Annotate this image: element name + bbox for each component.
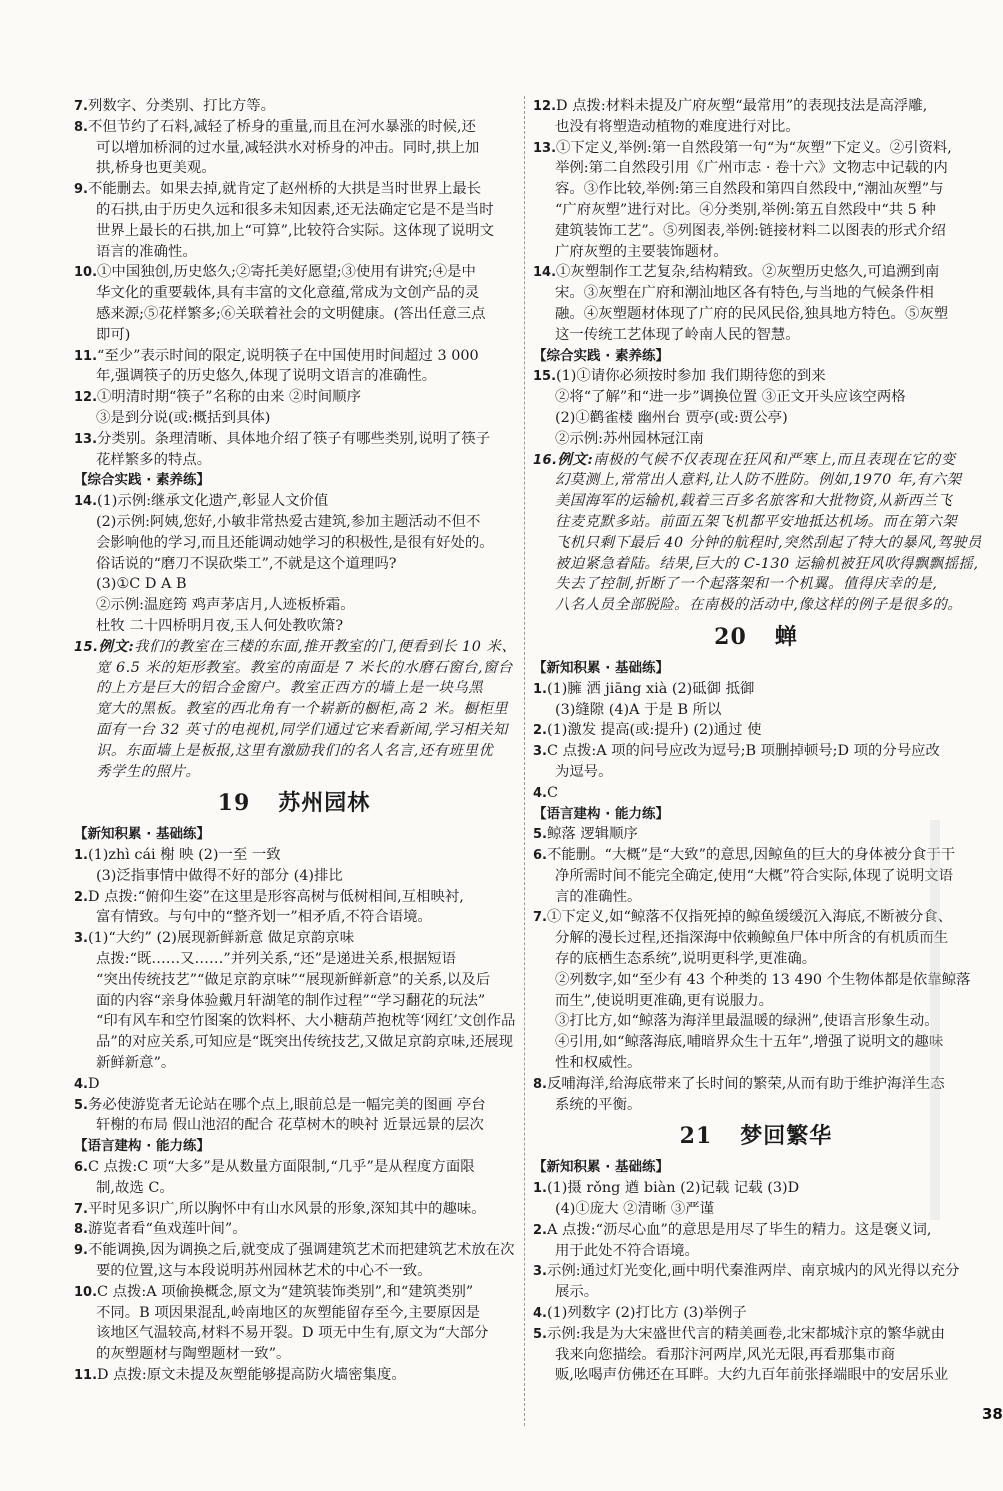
item-number: 6. <box>533 848 547 864</box>
answer-text: 即可) <box>96 326 131 343</box>
answer-text: (1)zhì cái 榭 映 (2)一至 一致 <box>87 847 281 864</box>
answer-text: D 点拨:材料未提及广府灰塑“最常用”的表现技法是高浮雕, <box>556 98 928 114</box>
answer-continuation <box>74 1323 514 1344</box>
answer-text: 列数字、分类别、打比方等。 <box>87 98 276 114</box>
answer-text: “至少”表示时间的限定,说明筷子在中国使用时间超过 3 000 <box>97 347 479 364</box>
answer-continuation <box>533 117 979 138</box>
answer-item <box>533 138 979 159</box>
answer-text: (3)①C D A B <box>96 576 187 593</box>
answer-text: 俗话说的“磨刀不误砍柴工”,不就是这个道理吗? <box>96 555 397 572</box>
item-number: 4. <box>533 785 547 801</box>
answer-text: (1)臃 洒 jiāng xià (2)砥御 抵御 <box>546 680 755 697</box>
answer-continuation <box>74 533 514 554</box>
left-column <box>74 96 517 1386</box>
chapter-name: 梦回繁华 <box>740 1123 833 1150</box>
answer-text: 性和权威性。 <box>555 1055 642 1072</box>
answer-text: ②列数字,如“至少有 43 个种类的 13 490 个生物体都是依靠鲸落 <box>555 971 971 988</box>
answer-continuation <box>533 1095 979 1116</box>
answer-text: 不能删去。如果去掉,就肯定了赵州桥的大拱是当时世界上最长 <box>87 181 482 198</box>
answer-item <box>533 907 979 928</box>
answer-item <box>74 1240 514 1261</box>
answer-text: 南极的气候不仅表现在狂风和严寒上,而且表现在它的变 <box>593 451 956 468</box>
item-number: 5. <box>533 827 547 843</box>
item-number: 8. <box>74 1222 88 1238</box>
answer-item <box>74 387 514 408</box>
chapter-title <box>74 782 514 824</box>
answer-continuation <box>74 741 514 762</box>
answer-continuation <box>74 574 514 595</box>
answer-item <box>74 887 514 908</box>
item-number: 12. <box>533 99 557 114</box>
answer-text: (4)①庞大 ②清晰 ③严谨 <box>555 1201 715 1218</box>
item-number: 3. <box>533 1264 547 1280</box>
answer-continuation <box>74 242 514 263</box>
item-number: 2. <box>533 723 547 739</box>
answer-text: C 点拨:C 项“大多”是从数量方面限制,“几乎”是从程度方面限 <box>87 1159 475 1176</box>
answer-continuation <box>74 304 514 325</box>
item-number: 2. <box>533 1222 547 1238</box>
answer-text: 识。东面墙上是板报,这里有激励我们的名人名言,还有班里优 <box>96 742 494 759</box>
chapter-number: 20 <box>714 623 747 650</box>
item-number: 9. <box>74 182 88 198</box>
answer-text: 广府灰塑的主要装饰题材。 <box>555 243 728 260</box>
answer-text: (2)①鹳雀楼 幽州台 贾亭(或:贾公亭) <box>555 409 788 426</box>
watermark-icon <box>930 820 1000 1220</box>
answer-continuation <box>74 138 514 159</box>
answer-continuation <box>74 907 514 928</box>
answer-text: 感来源;⑤花样繁多;⑥关联着社会的文明健康。(答出任意三点 <box>96 305 486 322</box>
answer-text: 融。④灰塑题材体现了广府的民风民俗,独具地方特色。⑤灰塑 <box>555 305 949 322</box>
answer-text: 飞机只剩下最后 40 分钟的航程时,突然刮起了特大的暴风,驾驶员 <box>555 534 982 551</box>
answer-text: 的上方是巨大的铝合金窗户。教室正西方的墙上是一块乌黑 <box>96 680 484 697</box>
answer-continuation <box>74 970 514 991</box>
answer-text: 该地区气温较高,材料不易开裂。D 项无中生有,原文为“大部分 <box>96 1325 489 1342</box>
answer-text: 言的准确性。 <box>555 888 642 905</box>
column-divider <box>524 96 525 1426</box>
item-number: 1. <box>74 848 88 864</box>
answer-continuation <box>74 1344 514 1365</box>
answer-text: 会影响他的学习,而且还能调动她学习的积极性,是很有好处的。 <box>96 534 494 551</box>
answer-text: ③是到分说(或:概括到具体) <box>96 409 271 426</box>
answer-continuation <box>533 1365 979 1386</box>
answer-text: 贩,吆喝声仿佛还在耳畔。大约九百年前张择端眼中的安居乐业 <box>555 1367 949 1384</box>
right-column <box>533 96 982 1386</box>
answer-text: (1)摄 rǒng 遒 biàn (2)记载 记载 (3)D <box>546 1180 800 1197</box>
answer-text: D 点拨:原文未提及灰塑能够提高防火墙密集度。 <box>97 1367 406 1384</box>
answer-item <box>74 637 517 658</box>
example-tag: 例文: <box>557 450 594 468</box>
answer-continuation <box>533 325 979 346</box>
answer-item <box>74 928 514 949</box>
answer-item <box>533 1261 979 1282</box>
answer-continuation <box>533 970 979 991</box>
item-number: 14. <box>74 494 98 510</box>
answer-text: 可以增加桥洞的过水量,减轻洪水对桥身的冲击。同时,拱上加 <box>96 139 480 156</box>
answer-continuation <box>74 1178 514 1199</box>
answer-text: 不能删。“大概”是“大致”的意思,因鲸鱼的巨大的身体被分食于干 <box>546 847 956 864</box>
answer-text: 语言的准确性。 <box>96 243 197 260</box>
answer-continuation <box>533 762 979 783</box>
chapter-title <box>533 1115 979 1157</box>
answer-text: 宋。③灰塑在广府和潮汕地区各有特色,与当地的气候条件相 <box>555 285 934 302</box>
item-number: 11. <box>74 1368 98 1384</box>
answer-text: 分类别。条理清晰、具体地介绍了筷子有哪些类别,说明了筷子 <box>97 430 491 447</box>
answer-text: 我们的教室在三楼的东面,推开教室的门,便看到长 10 米、 <box>134 638 517 655</box>
answer-text: ①中国独创,历史悠久;②寄托美好愿望;③使用有讲究;④是中 <box>97 264 476 281</box>
item-number: 5. <box>74 1097 88 1113</box>
item-number: 4. <box>533 1306 547 1322</box>
answer-text: 秀学生的照片。 <box>96 763 201 780</box>
answer-continuation <box>533 179 979 200</box>
item-number: 1. <box>533 681 547 697</box>
answer-continuation <box>533 200 979 221</box>
answer-text: 不能调换,因为调换之后,就变成了强调建筑艺术而把建筑艺术放在次 <box>87 1242 515 1259</box>
chapter-title <box>533 616 979 658</box>
chapter-number: 19 <box>217 790 251 817</box>
answer-text: “突出传统技艺”“做足京韵京味”“展现新鲜新意”的关系,以及后 <box>96 971 491 988</box>
answer-continuation <box>533 866 979 887</box>
section-heading: 【语言建构 · 能力练】 <box>533 805 670 822</box>
answer-item <box>533 741 979 762</box>
answer-continuation <box>74 595 514 616</box>
answer-item <box>533 1178 979 1199</box>
answer-item <box>533 783 979 804</box>
answer-text: C 点拨:A 项偷换概念,原文为“建筑装饰类别”,和“建筑类别” <box>97 1283 474 1300</box>
answer-item <box>533 1220 979 1241</box>
answer-text: (1)“大约” (2)展现新鲜新意 做足京韵京味 <box>87 930 355 947</box>
answer-item <box>74 96 514 117</box>
answer-continuation <box>74 616 514 637</box>
answer-text: ①灰塑制作工艺复杂,结构精致。②灰塑历史悠久,可追溯到南 <box>556 264 940 281</box>
answer-text: 示例:我是为大宋盛世代言的精美画卷,北宋都城汴京的繁华就由 <box>546 1325 945 1342</box>
answer-text: (1)示例:继承文化遗产,彰显人文价值 <box>97 493 329 510</box>
answer-item <box>74 845 514 866</box>
answer-text: 平时见多识广,所以胸怀中有山水风景的形象,深知其中的趣味。 <box>87 1200 486 1217</box>
answer-continuation <box>74 658 514 679</box>
answer-text: 美国海军的运输机,载着三百多名旅客和大批物资,从新西兰飞 <box>555 493 953 510</box>
answer-continuation <box>74 949 514 970</box>
item-number: 15. <box>533 369 557 385</box>
answer-text: C 点拨:A 项的问号应改为逗号;B 项删掉顿号;D 项的分号应改 <box>546 743 940 760</box>
answer-text: 面有一台 32 英寸的电视机,同学们通过它来看新闻,学习相关知 <box>96 721 508 738</box>
answer-item <box>74 491 514 512</box>
answer-continuation <box>74 283 514 304</box>
item-number: 13. <box>74 431 98 447</box>
section-heading: 【新知积累 · 基础练】 <box>74 826 211 843</box>
answer-text: (1)列数字 (2)打比方 (3)举例子 <box>546 1305 747 1322</box>
item-number: 7. <box>74 1201 88 1217</box>
section-heading: 【语言建构 · 能力练】 <box>74 1138 211 1155</box>
answer-text: 年,强调筷子的历史悠久,体现了说明文语言的准确性。 <box>96 368 437 385</box>
answer-text: 游览者看“鱼戏莲叶间”。 <box>87 1221 247 1238</box>
chapter-number: 21 <box>679 1123 713 1150</box>
answer-text: 轩榭的布局 假山池沼的配合 花草树木的映衬 近景远景的层次 <box>96 1117 484 1134</box>
answer-continuation <box>74 1053 514 1074</box>
answer-continuation <box>533 554 979 575</box>
item-number: 5. <box>533 1326 547 1342</box>
answer-continuation <box>74 1303 514 1324</box>
answer-continuation <box>74 1261 514 1282</box>
answer-item <box>74 429 514 450</box>
answer-continuation <box>533 221 979 242</box>
answer-continuation <box>533 991 979 1012</box>
answer-continuation <box>74 200 514 221</box>
answer-continuation <box>533 700 979 721</box>
answer-text: 品”的对应关系,可知应是“既突出传统技艺,又做足京韵京味,还展现 <box>96 1034 513 1051</box>
answer-text: 点拨:“既……又……”并列关系,“还”是递进关系,根据短语 <box>96 951 457 968</box>
answer-item <box>533 1324 979 1345</box>
answer-text: 不但节约了石料,减轻了桥身的重量,而且在河水暴涨的时候,还 <box>87 118 476 135</box>
answer-text: 要的位置,这与本段说明苏州园林艺术的中心不一致。 <box>96 1263 432 1280</box>
answer-continuation <box>74 408 514 429</box>
answer-item <box>74 262 514 283</box>
answer-text: 示例:通过灯光变化,画中明代秦淮两岸、南京城内的风光得以充分 <box>546 1263 960 1280</box>
answer-text: D 点拨:“俯仰生姿”在这里是形容高树与低树相间,互相映衬, <box>87 888 464 905</box>
answer-continuation <box>533 574 979 595</box>
answer-text: 举例:第二自然段引用《广州市志 · 卷十六》文物志中记载的内 <box>555 160 948 177</box>
answer-continuation <box>74 866 514 887</box>
item-number: 3. <box>74 931 88 947</box>
answer-text: 被迫紧急着陆。结果,巨大的 C-130 运输机被狂风吹得飘飘摇摇, <box>555 555 979 572</box>
answer-text: 系统的平衡。 <box>555 1096 642 1113</box>
answer-item <box>533 845 979 866</box>
answer-text: 展示。 <box>555 1284 599 1301</box>
answer-text: 分解的漫长过程,还指深海中依赖鲸鱼尸体中所含的有机质而生 <box>555 930 949 947</box>
answer-text: ②将“了解”和“进一步”调换位置 ③正文开头应该空两格 <box>555 389 906 406</box>
answer-item <box>74 1157 514 1178</box>
answer-continuation <box>533 533 982 554</box>
answer-text: 为逗号。 <box>555 763 613 780</box>
answer-text: ①下定义,如“鲸落不仅指死掉的鲸鱼缓缓沉入海底,不断被分食、 <box>546 909 953 926</box>
answer-text: 容。③作比较,举例:第三自然段和第四自然段中,“潮汕灰塑”与 <box>555 181 944 198</box>
answer-item <box>74 1365 514 1386</box>
answer-item <box>533 450 979 471</box>
answer-continuation <box>533 1032 979 1053</box>
item-number: 7. <box>533 910 547 926</box>
answer-text: “印有风车和空竹图案的饮料杯、大小糖葫芦抱枕等‘网红’文创作品 <box>96 1013 516 1030</box>
answer-text: 面的内容“亲身体验戴月轩湖笔的制作过程”“学习翻花的玩法” <box>96 992 486 1009</box>
answer-continuation <box>74 512 514 533</box>
answer-continuation <box>533 283 979 304</box>
answer-continuation <box>533 158 979 179</box>
answer-continuation <box>74 720 514 741</box>
answer-continuation <box>533 887 979 908</box>
answer-text: 也没有将塑造动植物的难度进行对比。 <box>555 118 800 135</box>
answer-text: ④引用,如“鲸落海底,哺暗界众生十五年”,增强了说明文的趣味 <box>555 1034 944 1051</box>
answer-text: (3)缝隙 (4)A 于是 B 所以 <box>555 701 722 718</box>
answer-text: 世界上最长的石拱,加上“可算”,比较符合实际。这体现了说明文 <box>96 222 495 239</box>
item-number: 8. <box>74 119 88 135</box>
answer-continuation <box>74 450 514 471</box>
answer-text: 而生”,使说明更准确,更有说服力。 <box>555 992 773 1009</box>
answer-text: ①明清时期“筷子”名称的由来 ②时间顺序 <box>97 389 361 406</box>
answer-text: (3)泛指事情中做得不好的部分 (4)排比 <box>96 867 343 884</box>
example-tag: 例文: <box>98 637 135 655</box>
answer-continuation <box>533 1241 979 1262</box>
item-number: 16. <box>533 452 558 468</box>
answer-text: 的石拱,由于历史久远和很多未知因素,还无法确定它是不是当时 <box>96 201 494 218</box>
answer-item <box>74 1282 514 1303</box>
item-number: 8. <box>533 1076 547 1092</box>
answer-continuation <box>533 928 979 949</box>
answer-text: A 点拨:“沥尽心血”的意思是用尽了毕生的精力。这是褒义词, <box>546 1221 932 1238</box>
answer-text: 失去了控制,折断了一个起落架和一个机翼。值得庆幸的是, <box>555 576 938 593</box>
answer-text: 净所需时间不能完全确定,使用“大概”符合实际,体现了说明文语 <box>555 867 954 884</box>
chapter-name: 苏州园林 <box>278 790 371 817</box>
item-number: 12. <box>74 390 98 406</box>
item-number: 7. <box>74 99 88 114</box>
answer-continuation <box>533 949 979 970</box>
answer-continuation <box>533 304 979 325</box>
answer-continuation <box>533 387 979 408</box>
answer-continuation <box>74 325 514 346</box>
section-heading: 【新知积累 · 基础练】 <box>533 1159 670 1176</box>
section-heading: 【综合实践 · 素养练】 <box>533 347 670 364</box>
item-number: 9. <box>74 1243 88 1259</box>
answer-continuation <box>533 1345 979 1366</box>
item-number: 3. <box>533 744 547 760</box>
answer-text: 用于此处不符合语境。 <box>555 1242 699 1259</box>
answer-continuation <box>533 491 979 512</box>
answer-continuation <box>74 366 514 387</box>
answer-continuation <box>74 699 514 720</box>
answer-text: (2)示例:阿姨,您好,小敏非常热爱古建筑,参加主题活动不但不 <box>96 513 481 530</box>
answer-item <box>533 1074 979 1095</box>
answer-item <box>74 1074 514 1095</box>
answer-item <box>533 96 979 117</box>
answer-continuation <box>533 595 979 616</box>
item-number: 10. <box>74 1284 98 1300</box>
answer-text: (1)激发 提高(或:提升) (2)通过 使 <box>546 722 762 739</box>
answer-text: 宽大的黑板。教室的西北角有一个崭新的橱柜,高 2 米。橱柜里 <box>96 701 509 718</box>
answer-text: 华文化的重要载体,具有丰富的文化意蕴,常成为文创产品的灵 <box>96 285 480 302</box>
item-number: 1. <box>533 1181 547 1197</box>
item-number: 2. <box>74 889 88 905</box>
answer-text: 新鲜新意”。 <box>96 1055 176 1072</box>
answer-text: 存的底栖生态系统”,说明更科学,更准确。 <box>555 951 817 968</box>
answer-text: ①下定义,举例:第一自然段第一句“为“灰塑”下定义。②引资料, <box>556 139 952 156</box>
answer-text: 富有情致。与句中的“整齐划一”相矛盾,不符合语境。 <box>96 909 432 926</box>
answer-item <box>74 346 514 367</box>
answer-text: D <box>87 1075 100 1092</box>
answer-text: 花样繁多的特点。 <box>96 451 212 468</box>
chapter-name: 蝉 <box>774 623 798 650</box>
answer-continuation <box>74 762 514 783</box>
answer-text: 反哺海洋,给海底带来了长时间的繁荣,从而有助于维护海洋生态 <box>546 1075 945 1092</box>
answer-continuation <box>74 678 514 699</box>
answer-text: 制,故选 C。 <box>96 1179 174 1196</box>
answer-continuation <box>533 242 979 263</box>
answer-continuation <box>74 991 514 1012</box>
answer-continuation <box>533 408 979 429</box>
answer-text: 杜牧 二十四桥明月夜,玉人何处教吹箫? <box>96 617 344 634</box>
answer-continuation <box>74 554 514 575</box>
answer-continuation <box>533 1011 979 1032</box>
answer-continuation <box>533 1199 979 1220</box>
page-number: 38 <box>982 1405 1003 1423</box>
answer-item <box>533 262 979 283</box>
answer-text: 往麦克默多站。前面五架飞机都平安地抵达机场。而在第六架 <box>555 513 958 530</box>
answer-item <box>74 1095 514 1116</box>
item-number: 6. <box>74 1160 88 1176</box>
answer-continuation <box>533 1053 979 1074</box>
item-number: 11. <box>74 348 98 364</box>
answer-text: “广府灰塑”进行对比。④分类别,举例:第五自然段中“共 5 种 <box>555 201 936 218</box>
answer-text: ②示例:温庭筠 鸡声茅店月,人迹板桥霜。 <box>96 597 355 614</box>
answer-continuation <box>74 1011 514 1032</box>
answer-text: 建筑装饰工艺”。⑤列图表,举例:链接材料二以图表的形式介绍 <box>555 222 946 239</box>
answer-text: 我来向您描绘。看那汴河两岸,风光无限,再看那集市商 <box>555 1346 896 1363</box>
answer-continuation <box>74 1115 514 1136</box>
answer-text: ②示例:苏州园林冠江南 <box>555 430 704 447</box>
answer-text: C <box>546 784 558 801</box>
answer-text: 宽 6.5 米的矩形教室。教室的南面是 7 米长的水磨石窗台,窗台 <box>96 659 513 676</box>
answer-text: 八名人员全部脱险。在南极的活动中,像这样的例子是很多的。 <box>555 597 963 614</box>
item-number: 13. <box>533 140 557 156</box>
answer-text: 的灰塑题材与陶塑题材一致”。 <box>96 1346 291 1363</box>
answer-text: 鲸落 逻辑顺序 <box>546 826 638 843</box>
item-number: 15. <box>74 639 99 655</box>
answer-text: 务必使游览者无论站在哪个点上,眼前总是一幅完美的图画 亭台 <box>87 1096 486 1113</box>
answer-text: 不同。B 项因果混乱,岭南地区的灰塑能留存至今,主要原因是 <box>96 1304 481 1321</box>
answer-item <box>533 824 979 845</box>
item-number: 4. <box>74 1076 88 1092</box>
answer-continuation <box>74 221 514 242</box>
answer-item <box>533 1303 979 1324</box>
answer-text: 幻莫测上,常常出人意料,让人防不胜防。例如,1970 年,有六架 <box>555 472 962 489</box>
answer-item <box>533 720 979 741</box>
answer-item <box>74 179 514 200</box>
answer-item <box>74 1199 514 1220</box>
answer-text: (1)①请你必须按时参加 我们期待您的到来 <box>556 368 826 385</box>
answer-continuation <box>74 158 514 179</box>
item-number: 10. <box>74 265 98 281</box>
answer-text: ③打比方,如“鲸落为海洋里最温暖的绿洲”,使语言形象生动。 <box>555 1013 939 1030</box>
answer-continuation <box>533 429 979 450</box>
section-heading: 【新知积累 · 基础练】 <box>533 659 670 676</box>
item-number: 14. <box>533 265 557 281</box>
answer-item <box>74 117 514 138</box>
answer-continuation <box>533 470 979 491</box>
answer-item <box>533 366 979 387</box>
answer-item <box>533 679 979 700</box>
answer-text: 拱,桥身也更美观。 <box>96 160 216 177</box>
answer-continuation <box>74 1032 514 1053</box>
answer-continuation <box>533 512 979 533</box>
answer-item <box>74 1219 514 1240</box>
section-heading: 【综合实践 · 素养练】 <box>74 472 211 489</box>
answer-continuation <box>533 1282 979 1303</box>
answer-text: 这一传统工艺体现了岭南人民的智慧。 <box>555 326 800 343</box>
